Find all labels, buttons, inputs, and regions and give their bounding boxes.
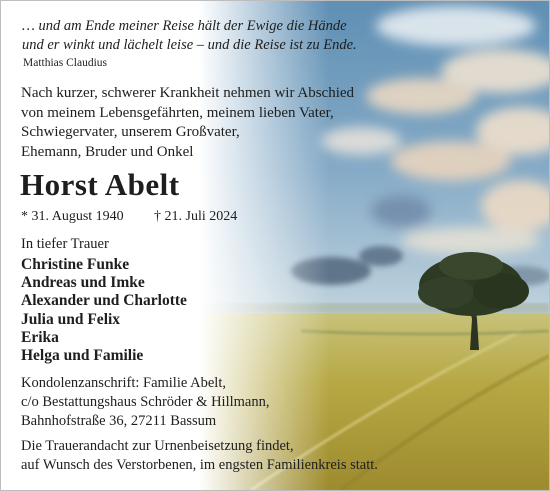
birth-date: * 31. August 1940 — [21, 209, 124, 224]
mourner-name: Alexander und Charlotte — [21, 292, 187, 310]
intro-line: Ehemann, Bruder und Onkel — [21, 143, 194, 160]
quote-author: Matthias Claudius — [23, 57, 108, 69]
address-line: Bahnhofstraße 36, 27211 Bassum — [21, 412, 217, 429]
service-line: Die Trauerandacht zur Urnenbeisetzung findet, — [21, 438, 294, 454]
condolence-address — [21, 374, 269, 430]
quote-line: … und am Ende meiner Reise hält der Ewige die Hände — [22, 18, 347, 34]
intro-line: Schwiegervater, unserem Großvater, — [21, 124, 240, 141]
address-line: c/o Bestattungshaus Schröder & Hillmann, — [21, 393, 270, 410]
mourner-name: Christine Funke — [21, 256, 130, 273]
intro-line: Nach kurzer, schwerer Krankheit nehmen wir Abschied — [21, 85, 355, 101]
mourner-name: Andreas und Imke — [21, 274, 145, 292]
address-line: Kondolenzanschrift: Familie Abelt, — [21, 375, 226, 391]
farewell-intro — [21, 84, 354, 162]
service-note — [21, 437, 378, 475]
intro-line: von meinem Lebensgefährten, meinem lieben Vater, — [21, 104, 334, 121]
mourners-list — [21, 256, 187, 365]
mourner-name: Erika — [21, 328, 59, 346]
notice-text — [1, 1, 549, 490]
mourning-label: In tiefer Trauer — [21, 236, 109, 252]
death-date: † 21. Juli 2024 — [154, 209, 238, 224]
mourner-name: Helga und Familie — [21, 347, 144, 365]
deceased-name: Horst Abelt — [20, 167, 180, 202]
quote-line: und er winkt und lächelt leise – und die Reise ist zu Ende. — [22, 37, 357, 53]
mourner-name: Julia und Felix — [21, 310, 121, 328]
service-line: auf Wunsch des Verstorbenen, im engsten Familienkreis statt. — [21, 457, 378, 474]
